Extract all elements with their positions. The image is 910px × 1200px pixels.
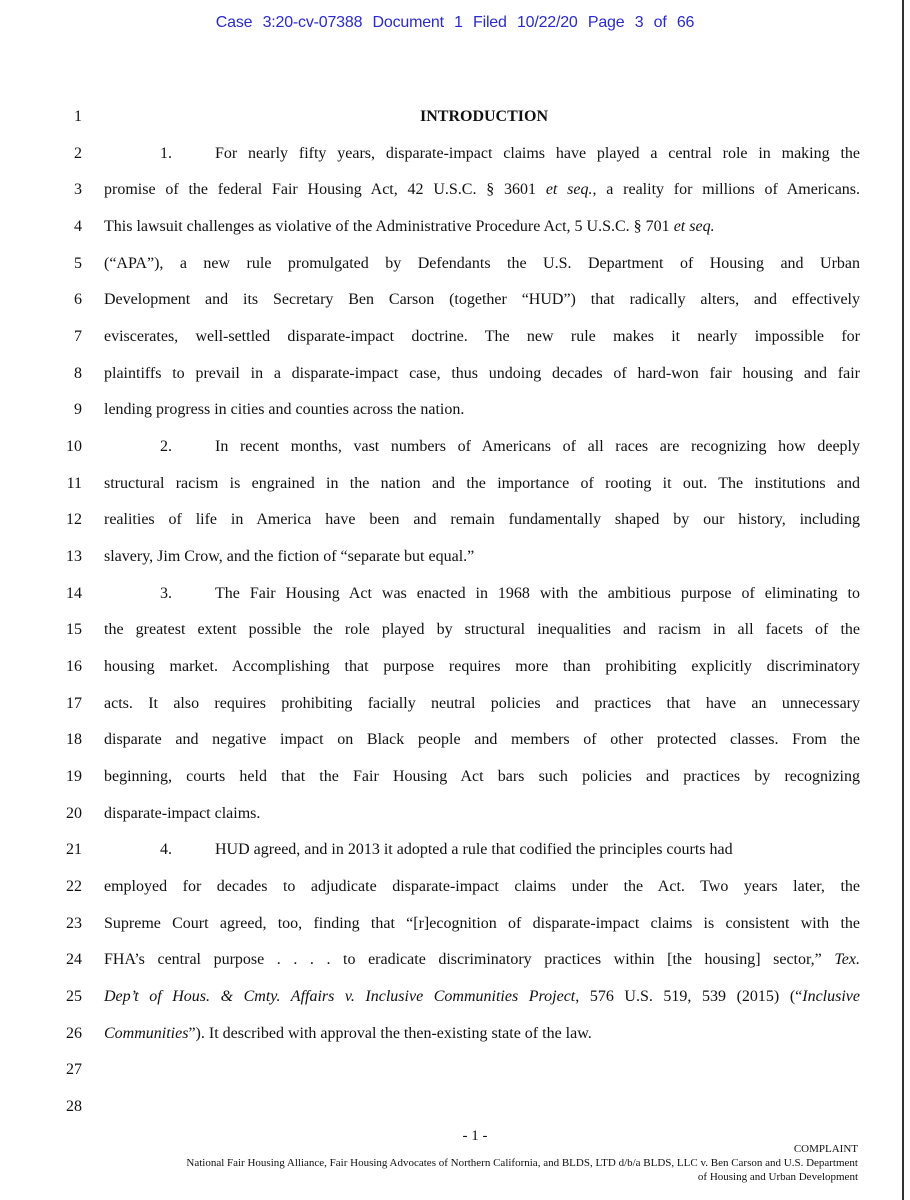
text-line xyxy=(104,1025,860,1043)
line-number: 19 xyxy=(66,768,82,786)
text-line xyxy=(104,438,860,456)
section-heading: INTRODUCTION xyxy=(419,108,548,125)
text-line xyxy=(104,731,860,749)
line-number: 11 xyxy=(66,474,82,492)
text-segment: realities of life in America have been and remain fundamentally shaped by our history, including xyxy=(104,511,860,529)
text-line xyxy=(104,328,860,346)
italic-citation: Dep’t of Hous. & Cmty. Affairs v. Inclusive Communities Project xyxy=(104,988,576,1006)
italic-citation: Tex. xyxy=(834,951,860,969)
line-number: 24 xyxy=(66,951,82,969)
text-line xyxy=(104,401,860,419)
text-segment: the greatest extent possible the role played by structural inequalities and racism in all facets of the xyxy=(104,621,860,639)
text-segment: FHA’s central purpose . . . . to eradicate discriminatory practices within [the housing] sector,” xyxy=(104,951,835,969)
line-number: 2 xyxy=(74,144,82,162)
text-line xyxy=(104,695,860,713)
paragraph-number: 2. xyxy=(160,438,172,456)
text-line xyxy=(104,475,860,493)
text-line xyxy=(104,841,860,859)
paragraph-number: 4. xyxy=(160,841,172,859)
text-segment: The Fair Housing Act was enacted in 1968 with the ambitious purpose of eliminating to xyxy=(215,584,860,602)
line-number: 15 xyxy=(66,621,82,639)
line-number: 17 xyxy=(66,694,82,712)
paragraph-first-line xyxy=(104,145,860,163)
text-line xyxy=(104,291,860,309)
text-line xyxy=(104,988,860,1006)
line-number: 10 xyxy=(66,438,82,456)
paragraph-number: 3. xyxy=(160,584,172,602)
paragraph-first-line xyxy=(104,841,860,859)
text-line xyxy=(104,218,860,236)
text-line xyxy=(104,915,860,933)
line-number: 18 xyxy=(66,731,82,749)
text-segment: ”). It described with approval the then-existing state of the law. xyxy=(188,1024,592,1042)
text-segment: promise of the federal Fair Housing Act, 42 U.S.C. § 3601 xyxy=(104,181,546,199)
line-number: 22 xyxy=(66,878,82,896)
text-segment: In recent months, vast numbers of Americans of all races are recognizing how deeply xyxy=(215,438,860,456)
line-number: 1 xyxy=(74,108,82,125)
line-number: 13 xyxy=(66,548,82,566)
text-segment: For nearly fifty years, disparate-impact claims have played a central role in making the xyxy=(215,144,860,162)
text-segment: , 576 U.S. 519, 539 (2015) (“ xyxy=(575,988,803,1006)
case-header-stamp: Case 3:20-cv-07388 Document 1 Filed 10/22/20 Page 3 of 66 xyxy=(215,14,695,31)
italic-citation: et seq. xyxy=(545,181,593,199)
text-line xyxy=(104,658,860,676)
text-segment: Supreme Court agreed, too, finding that “[r]ecognition of disparate-impact claims is consistent with the xyxy=(104,914,860,932)
text-line xyxy=(104,145,860,163)
footer-doc-type: COMPLAINT xyxy=(793,1143,858,1155)
line-number: 20 xyxy=(66,804,82,822)
line-number: 4 xyxy=(74,218,82,235)
line-number: 21 xyxy=(66,841,82,859)
line-number: 5 xyxy=(74,254,82,272)
italic-citation: Communities xyxy=(104,1024,189,1042)
line-number: 23 xyxy=(66,914,82,932)
text-line xyxy=(104,768,860,786)
text-segment: (“APA”), a new rule promulgated by Defendants the U.S. Department of Housing and Urban xyxy=(104,254,860,272)
text-segment: plaintiffs to prevail in a disparate-impact case, thus undoing decades of hard-won fair housing and fair xyxy=(104,364,860,382)
text-segment: beginning, courts held that the Fair Housing Act bars such policies and practices by recognizing xyxy=(104,768,860,786)
text-line xyxy=(104,548,860,566)
text-line xyxy=(104,511,860,529)
text-line xyxy=(104,805,860,823)
text-segment: eviscerates, well-settled disparate-impact doctrine. The new rule makes it nearly impossible for xyxy=(104,328,860,346)
page-number: - 1 - xyxy=(462,1128,488,1144)
footer-caption-line-2: of Housing and Urban Development xyxy=(697,1171,858,1183)
text-segment: acts. It also requires prohibiting facially neutral policies and practices that have an unnecessary xyxy=(104,694,860,712)
text-line xyxy=(104,951,860,969)
text-line xyxy=(104,255,860,273)
text-segment: Development and its Secretary Ben Carson (together “HUD”) that radically alters, and effectively xyxy=(104,291,860,309)
italic-citation: Inclusive xyxy=(802,988,860,1006)
line-number: 16 xyxy=(66,658,82,676)
text-segment: , a reality for millions of Americans. xyxy=(592,181,861,199)
paragraph-first-line xyxy=(104,585,860,603)
text-segment: lending progress in cities and counties across the nation. xyxy=(104,401,465,419)
line-number: 28 xyxy=(66,1098,82,1116)
text-segment: slavery, Jim Crow, and the fiction of “separate but equal.” xyxy=(104,548,475,566)
line-number: 7 xyxy=(74,328,82,346)
line-number: 14 xyxy=(66,584,82,602)
text-line xyxy=(104,585,860,603)
italic-citation: et seq. xyxy=(673,218,715,235)
text-segment: disparate-impact claims. xyxy=(104,804,261,822)
line-number: 27 xyxy=(66,1061,82,1079)
text-segment: This lawsuit challenges as violative of the Administrative Procedure Act, 5 U.S.C. § 701 xyxy=(104,218,674,235)
line-number: 6 xyxy=(74,291,82,309)
text-line xyxy=(104,621,860,639)
paragraph-first-line xyxy=(104,438,860,456)
text-line xyxy=(104,181,860,199)
right-margin-rule xyxy=(902,0,904,1200)
text-segment: employed for decades to adjudicate disparate-impact claims under the Act. Two years later, the xyxy=(104,878,860,896)
footer-caption-line-1: National Fair Housing Alliance, Fair Housing Advocates of Northern California, and BLDS, LTD d/b/a BLDS, LLC v. Ben Carson and U.S. Department xyxy=(186,1157,858,1169)
text-segment: structural racism is engrained in the nation and the importance of rooting it out. The institutions and xyxy=(104,474,860,492)
text-line xyxy=(104,365,860,383)
line-number: 3 xyxy=(74,181,82,199)
line-number: 26 xyxy=(66,1024,82,1042)
line-number: 25 xyxy=(66,988,82,1006)
line-number: 8 xyxy=(74,364,82,382)
paragraph-number: 1. xyxy=(160,144,172,162)
text-segment: disparate and negative impact on Black people and members of other protected classes. From the xyxy=(104,731,860,749)
line-number: 9 xyxy=(74,401,82,419)
text-segment: housing market. Accomplishing that purpose requires more than prohibiting explicitly discriminatory xyxy=(104,658,860,676)
line-number: 12 xyxy=(66,511,82,529)
text-line xyxy=(104,878,860,896)
text-segment: HUD agreed, and in 2013 it adopted a rule that codified the principles courts had xyxy=(215,841,733,859)
